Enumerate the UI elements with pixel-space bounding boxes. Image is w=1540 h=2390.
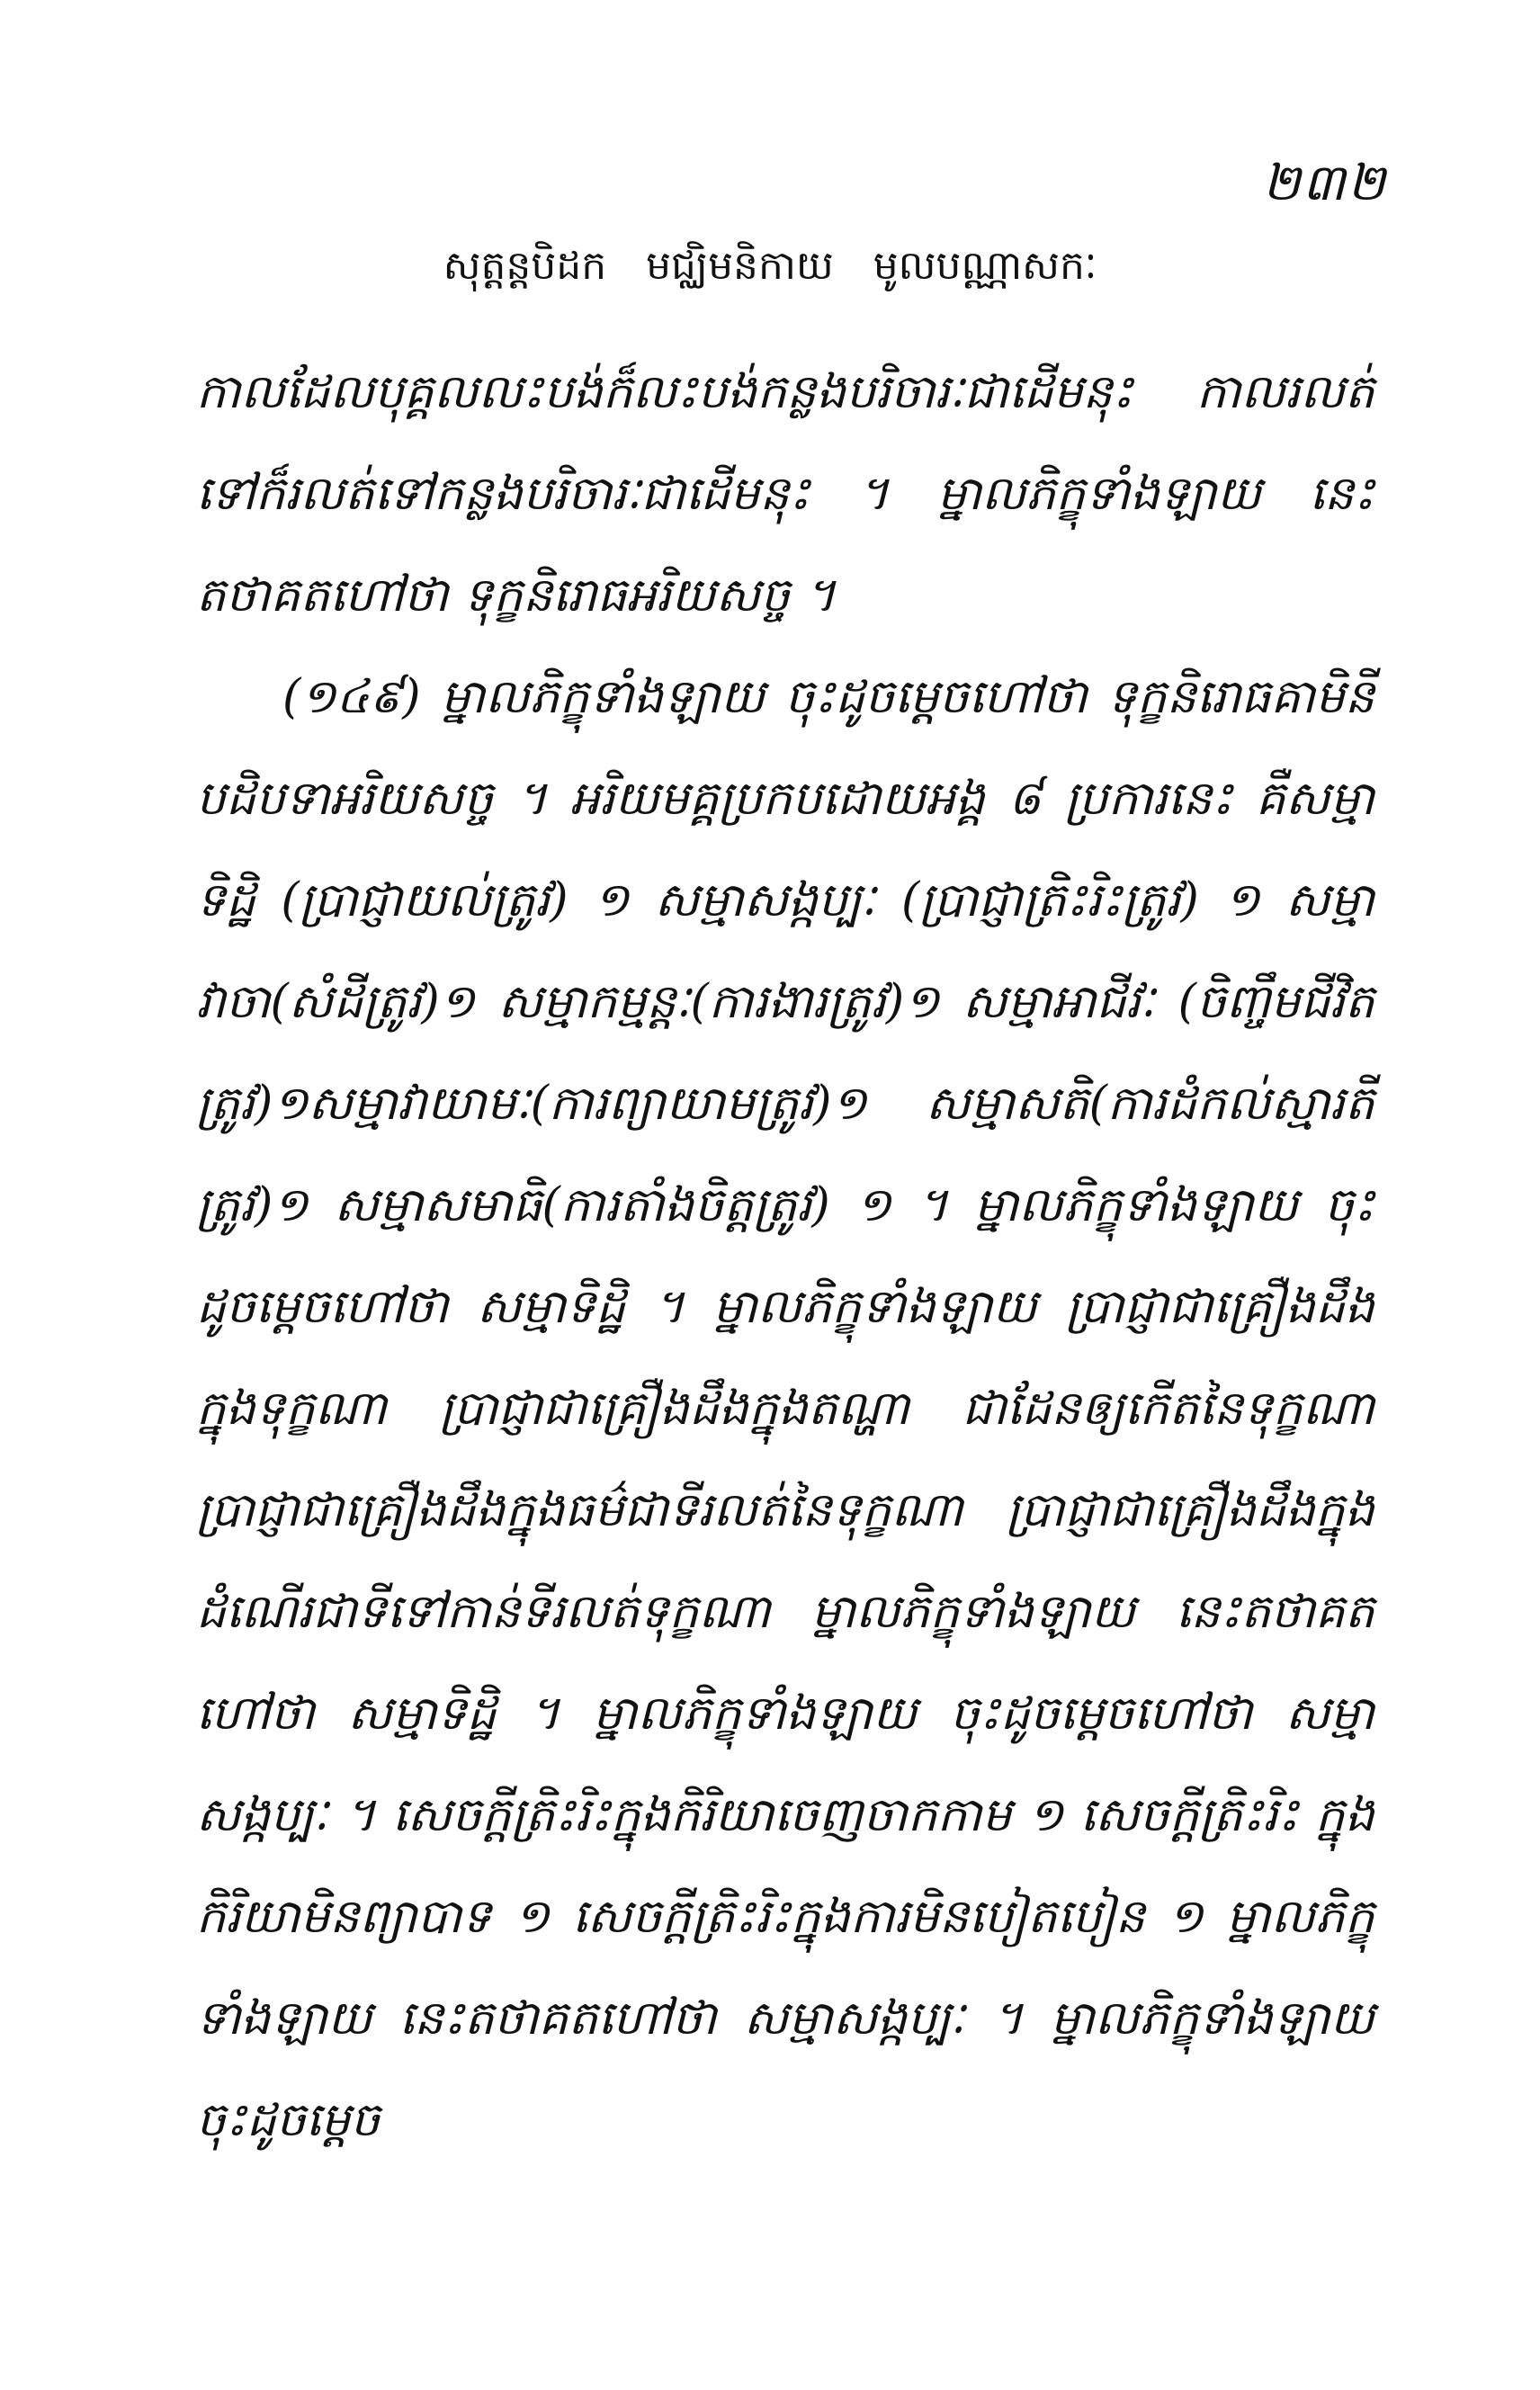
body-text (196, 342, 1374, 2171)
running-header: សុត្តន្តបិដក មជ្ឈិមនិកាយ មូលបណ្ណាសកៈ (443, 243, 1097, 289)
paragraph: (១៤៩) ម្នាលភិក្ខុទាំងឡាយ ចុះដូចម្តេចហៅថា ទុក្ខនិរោធគាមិនីបដិបទាអរិយសច្ច ។ អរិយមគ្គប្រកបដោយអង្គ ៨ ប្រការនេះ គឺសម្មាទិដ្ឋិ (ប្រាជ្ញាយល់ត្រូវ) ១ សម្មាសង្កប្បៈ (ប្រាជ្ញាត្រិះរិះត្រូវ) ១ សម្មាវាចា(សំដីត្រូវ)១ សម្មាកម្មន្តៈ(ការងារត្រូវ)១ សម្មាអាជីវៈ (ចិញ្ចឹមជីវិតត្រូវ)១សម្មាវាយាមៈ(ការព្យាយាមត្រូវ)១ សម្មាសតិ(ការដំកល់ស្មារតីត្រូវ)១ សម្មាសមាធិ(ការតាំងចិត្តត្រូវ) ១ ។ ម្នាលភិក្ខុទាំងឡាយ ចុះដូចម្តេចហៅថា សម្មាទិដ្ឋិ ។ ម្នាលភិក្ខុទាំងឡាយ ប្រាជ្ញាជាគ្រឿងដឹងក្នុងទុក្ខណា ប្រាជ្ញាជាគ្រឿងដឹងក្នុងតណ្ហា ជាដែនឲ្យកើតនៃទុក្ខណា ប្រាជ្ញាជាគ្រឿងដឹងក្នុងធម៌ជាទីរលត់នៃទុក្ខណា ប្រាជ្ញាជាគ្រឿងដឹងក្នុងដំណើរជាទីទៅកាន់ទីរលត់ទុក្ខណា ម្នាលភិក្ខុទាំងឡាយ នេះតថាគតហៅថា សម្មាទិដ្ឋិ ។ ម្នាលភិក្ខុទាំងឡាយ ចុះដូចម្តេចហៅថា សម្មាសង្កប្បៈ ។ សេចក្តីត្រិះរិះក្នុងកិរិយាចេញចាកកាម ១ សេចក្តីត្រិះរិះ ក្នុងកិរិយាមិនព្យាបាទ ១ សេចក្តីត្រិះរិះក្នុងការមិនបៀតបៀន ១ ម្នាលភិក្ខុទាំងឡាយ នេះតថាគតហៅថា សម្មាសង្កប្បៈ ។ ម្នាលភិក្ខុទាំងឡាយ ចុះដូចម្តេច (196, 670, 1374, 2147)
page-number: ២៣២ (1262, 154, 1387, 212)
paragraph: កាលដែលបុគ្គលលះបង់ក៏លះបង់កន្លងបរិចារៈជាដើមនុះ កាលរលត់ទៅក៏រលត់ទៅកន្លងបរិចារៈជាដើមនុះ ។ ម្នាលភិក្ខុទាំងឡាយ នេះតថាគតហៅថា ទុក្ខនិរោធអរិយសច្ច ។ (196, 365, 1374, 622)
